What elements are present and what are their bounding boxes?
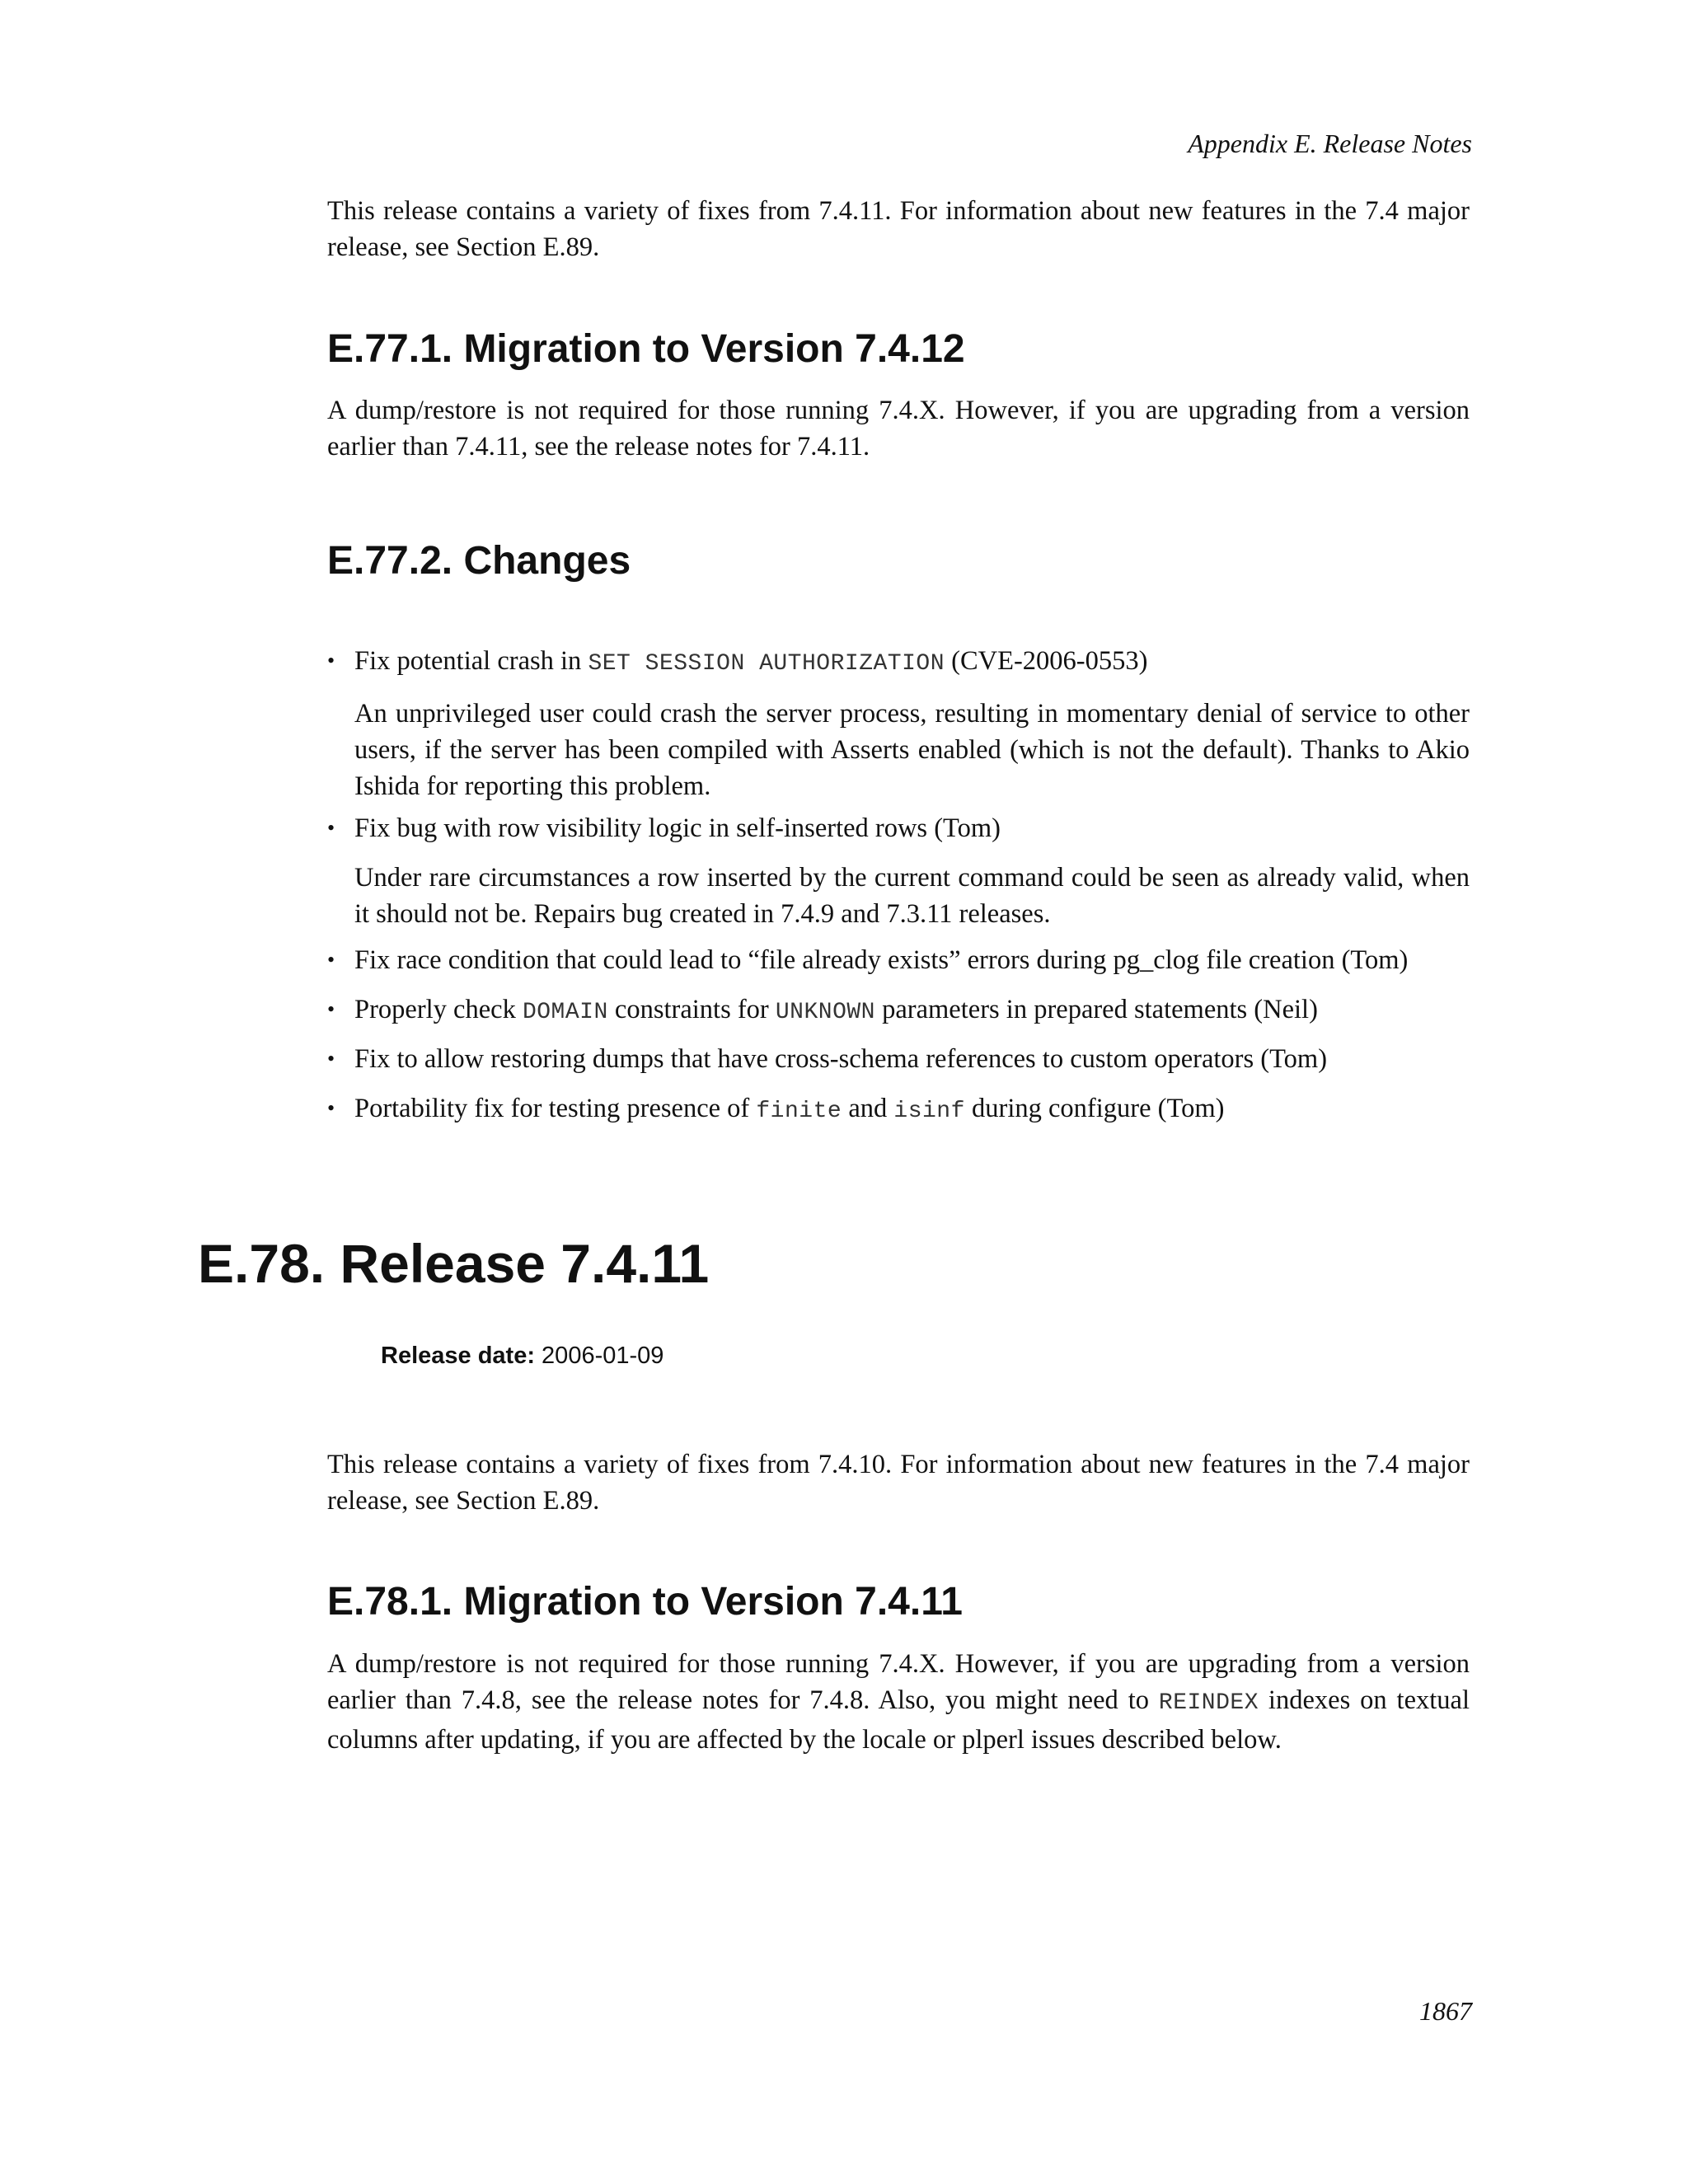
list-item [327,643,1470,804]
bullet-glyph: • [327,1096,335,1120]
code-term: finite [756,1099,842,1124]
change-title: Properly check DOMAIN constraints for UNKNOWN parameters in prepared statements (Neil) [354,995,1318,1025]
change-title: Portability fix for testing presence of finite and isinf during configure (Tom) [354,1094,1225,1124]
section-heading-e78-1: E.78.1. Migration to Version 7.4.11 [327,1580,963,1624]
bullet-glyph: • [327,948,335,972]
change-description: Under rare circumstances a row inserted by the current command could be seen as already valid, when it should not be. Repairs bug created in 7.4.9 and 7.3.11 releases. [354,863,1470,929]
bullet-glyph: • [327,816,335,840]
code-term: REINDEX [1158,1690,1259,1716]
list-item [327,991,1470,1031]
migration-7412-text: A dump/restore is not required for those running 7.4.X. However, if you are upgrading from a version earlier than 7.4.11, see the release notes for 7.4.11. [327,396,1470,462]
change-title: Fix potential crash in SET SESSION AUTHORIZATION (CVE-2006-0553) [354,646,1148,677]
code-term: UNKNOWN [775,1000,875,1025]
release-date-value: 2006-01-09 [535,1343,664,1369]
change-title: Fix bug with row visibility logic in self-inserted rows (Tom) [354,813,1001,843]
list-item [327,1041,1470,1077]
list-item [327,810,1470,932]
release-7411-intro: This release contains a variety of fixes from 7.4.10. For information about new features in the 7.4 major release, see Section E.89. [327,1450,1470,1516]
bullet-glyph: • [327,997,335,1021]
bullet-glyph: • [327,649,335,673]
change-description: An unprivileged user could crash the server process, resulting in momentary denial of service to other users, if the server has been compiled with Asserts enabled (which is not the default). Thanks to Akio Ishida for reporting this problem. [354,699,1470,801]
migration-7411-text: A dump/restore is not required for those running 7.4.X. However, if you are upgrading from a version earlier than 7.4.8, see the release notes for 7.4.8. Also, you might need to REINDEX indexes on textual columns after updating, if you are affected by the locale or plperl issues described below. [327,1649,1470,1755]
change-title: Fix to allow restoring dumps that have cross-schema references to custom operators (Tom) [354,1044,1328,1074]
page-number: 1867 [1419,1996,1472,2026]
code-term: DOMAIN [522,1000,608,1025]
code-term: isinf [893,1099,965,1124]
code-term: SET SESSION AUTHORIZATION [588,651,945,677]
list-item [327,942,1470,978]
release-7412-intro: This release contains a variety of fixes from 7.4.11. For information about new features in the 7.4 major release, see Section E.89. [327,196,1470,262]
release-date-label: Release date: [381,1343,535,1369]
section-heading-e78: E.78. Release 7.4.11 [198,1233,710,1294]
bullet-glyph: • [327,1047,335,1071]
section-heading-e77-1: E.77.1. Migration to Version 7.4.12 [327,327,965,371]
change-title: Fix race condition that could lead to “file already exists” errors during pg_clog file creation (Tom) [354,945,1409,975]
list-item [327,1090,1470,1130]
section-heading-e77-2: E.77.2. Changes [327,539,631,583]
release-date [381,1339,663,1372]
running-header: Appendix E. Release Notes [1188,129,1472,158]
